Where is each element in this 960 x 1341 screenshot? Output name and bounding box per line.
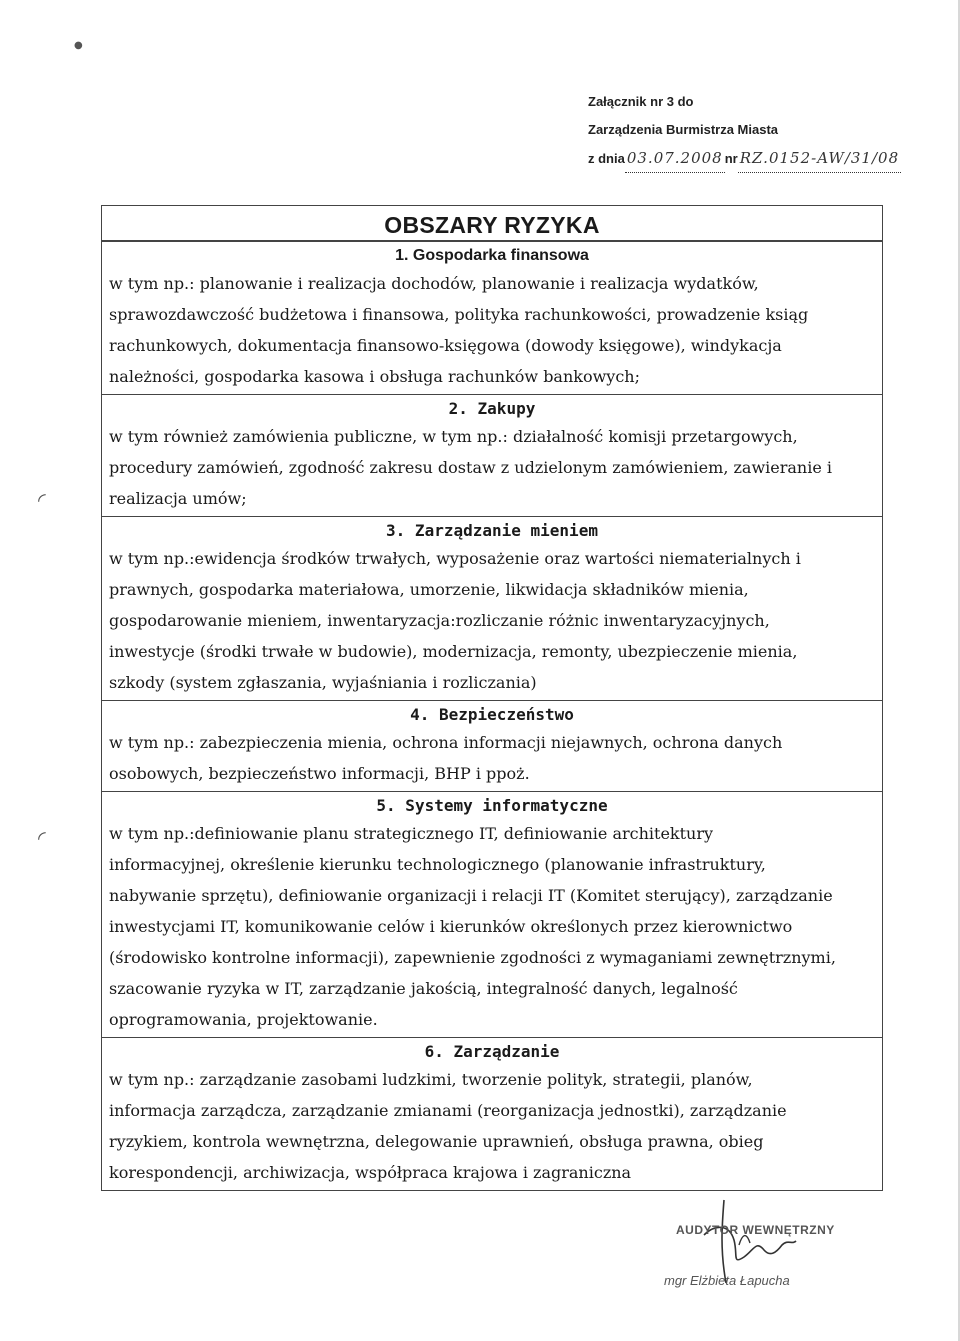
- body-line: w tym np.: zabezpieczenia mienia, ochrona informacji niejawnych, ochrona danych: [109, 733, 783, 752]
- risk-areas-table: [101, 205, 883, 1191]
- body-line: sprawozdawczość budżetowa i finansowa, polityka rachunkowości, prowadzenie ksiąg: [109, 305, 809, 324]
- body-line: osobowych, bezpieczeństwo informacji, BHP i ppoż.: [109, 764, 530, 783]
- body-line: (środowisko kontrolne informacji), zapewnienie zgodności z wymaganiami zewnętrznymi,: [109, 948, 836, 967]
- body-line: w tym np.: zarządzanie zasobami ludzkimi, tworzenie polityk, strategii, planów,: [109, 1070, 753, 1089]
- regulation-label: Zarządzenia Burmistrza Miasta: [588, 122, 779, 137]
- body-line: ryzykiem, kontrola wewnętrzna, delegowanie uprawnień, obsługa prawna, obieg: [109, 1132, 764, 1151]
- section-it-systems: [102, 791, 882, 1037]
- section-security: [102, 700, 882, 791]
- section-management: [102, 1037, 882, 1190]
- section-heading: 6. Zarządzanie: [424, 1042, 560, 1061]
- body-line: korespondencji, archiwizacja, współpraca krajowa i zagraniczna: [109, 1163, 632, 1182]
- section-heading: 4. Bezpieczeństwo: [410, 705, 574, 724]
- date-number-line: [588, 144, 901, 172]
- body-line: w tym np.: planowanie i realizacja dochodów, planowanie i realizacja wydatków,: [109, 274, 759, 293]
- section-finance: [102, 241, 882, 394]
- body-line: inwestycje (środki trwałe w budowie), modernizacja, remonty, ubezpieczenie mienia,: [109, 642, 798, 661]
- section-body: [102, 543, 882, 700]
- table-title: OBSZARY RYZYKA: [102, 206, 882, 241]
- body-line: informacja zarządcza, zarządzanie zmianami (reorganizacja jednostki), zarządzanie: [109, 1101, 787, 1120]
- section-body: [102, 818, 882, 1037]
- section-heading: 1. Gospodarka finansowa: [395, 247, 589, 264]
- section-heading: 3. Zarządzanie mieniem: [386, 521, 598, 540]
- section-heading: 2. Zakupy: [448, 399, 536, 418]
- number-value: RZ.0152-AW/31/08: [738, 144, 901, 173]
- section-heading: 5. Systemy informatyczne: [376, 796, 608, 815]
- body-line: procedury zamówień, zgodność zakresu dostaw z udzielonym zamówieniem, zawieranie i: [109, 458, 833, 477]
- body-line: realizacja umów;: [109, 489, 247, 508]
- body-line: w tym np.:ewidencja środków trwałych, wyposażenie oraz wartości niematerialnych i: [109, 549, 801, 568]
- section-purchases: [102, 394, 882, 516]
- section-body: [102, 268, 882, 394]
- stamp-name: mgr Elżbieta Łapucha: [664, 1273, 790, 1288]
- auditor-stamp: [664, 1215, 864, 1295]
- body-line: szkody (system zgłaszania, wyjaśniania i rozliczania): [109, 673, 537, 692]
- body-line: nabywanie sprzętu), definiowanie organizacji i relacji IT (Komitet sterujący), zarządzanie: [109, 886, 833, 905]
- body-line: należności, gospodarka kasowa i obsługa rachunków bankowych;: [109, 367, 640, 386]
- number-prefix: nr: [724, 151, 738, 166]
- body-line: w tym np.:definiowanie planu strategicznego IT, definiowanie architektury: [109, 824, 714, 843]
- date-prefix: z dnia: [588, 151, 625, 166]
- section-body: [102, 421, 882, 516]
- section-body: [102, 1064, 882, 1190]
- body-line: szacowanie ryzyka w IT, zarządzanie jakością, integralność danych, legalność: [109, 979, 738, 998]
- body-line: inwestycjami IT, komunikowanie celów i kierunków określonych przez kierownictwo: [109, 917, 793, 936]
- body-line: informacyjnej, określenie kierunku technologicznego (planowanie infrastruktury,: [109, 855, 766, 874]
- section-body: [102, 727, 882, 791]
- stamp-title: AUDYTOR WEWNĘTRZNY: [676, 1223, 835, 1237]
- body-line: w tym również zamówienia publiczne, w tym np.: działalność komisji przetargowych,: [109, 427, 798, 446]
- scan-dot: ●: [74, 40, 83, 51]
- punch-hole-mark-top: ◜: [38, 488, 46, 512]
- section-property-management: [102, 516, 882, 700]
- body-line: prawnych, gospodarka materiałowa, umorzenie, likwidacja składników mienia,: [109, 580, 749, 599]
- body-line: rachunkowych, dokumentacja finansowo-księgowa (dowody księgowe), windykacja: [109, 336, 782, 355]
- body-line: gospodarowanie mieniem, inwentaryzacja:rozliczanie różnic inwentaryzacyjnych,: [109, 611, 770, 630]
- document-header: [588, 88, 901, 172]
- punch-hole-mark-bottom: ◜: [38, 826, 46, 850]
- body-line: oprogramowania, projektowanie.: [109, 1010, 378, 1029]
- attachment-label: Załącznik nr 3 do: [588, 94, 694, 109]
- date-value: 03.07.2008: [625, 144, 725, 173]
